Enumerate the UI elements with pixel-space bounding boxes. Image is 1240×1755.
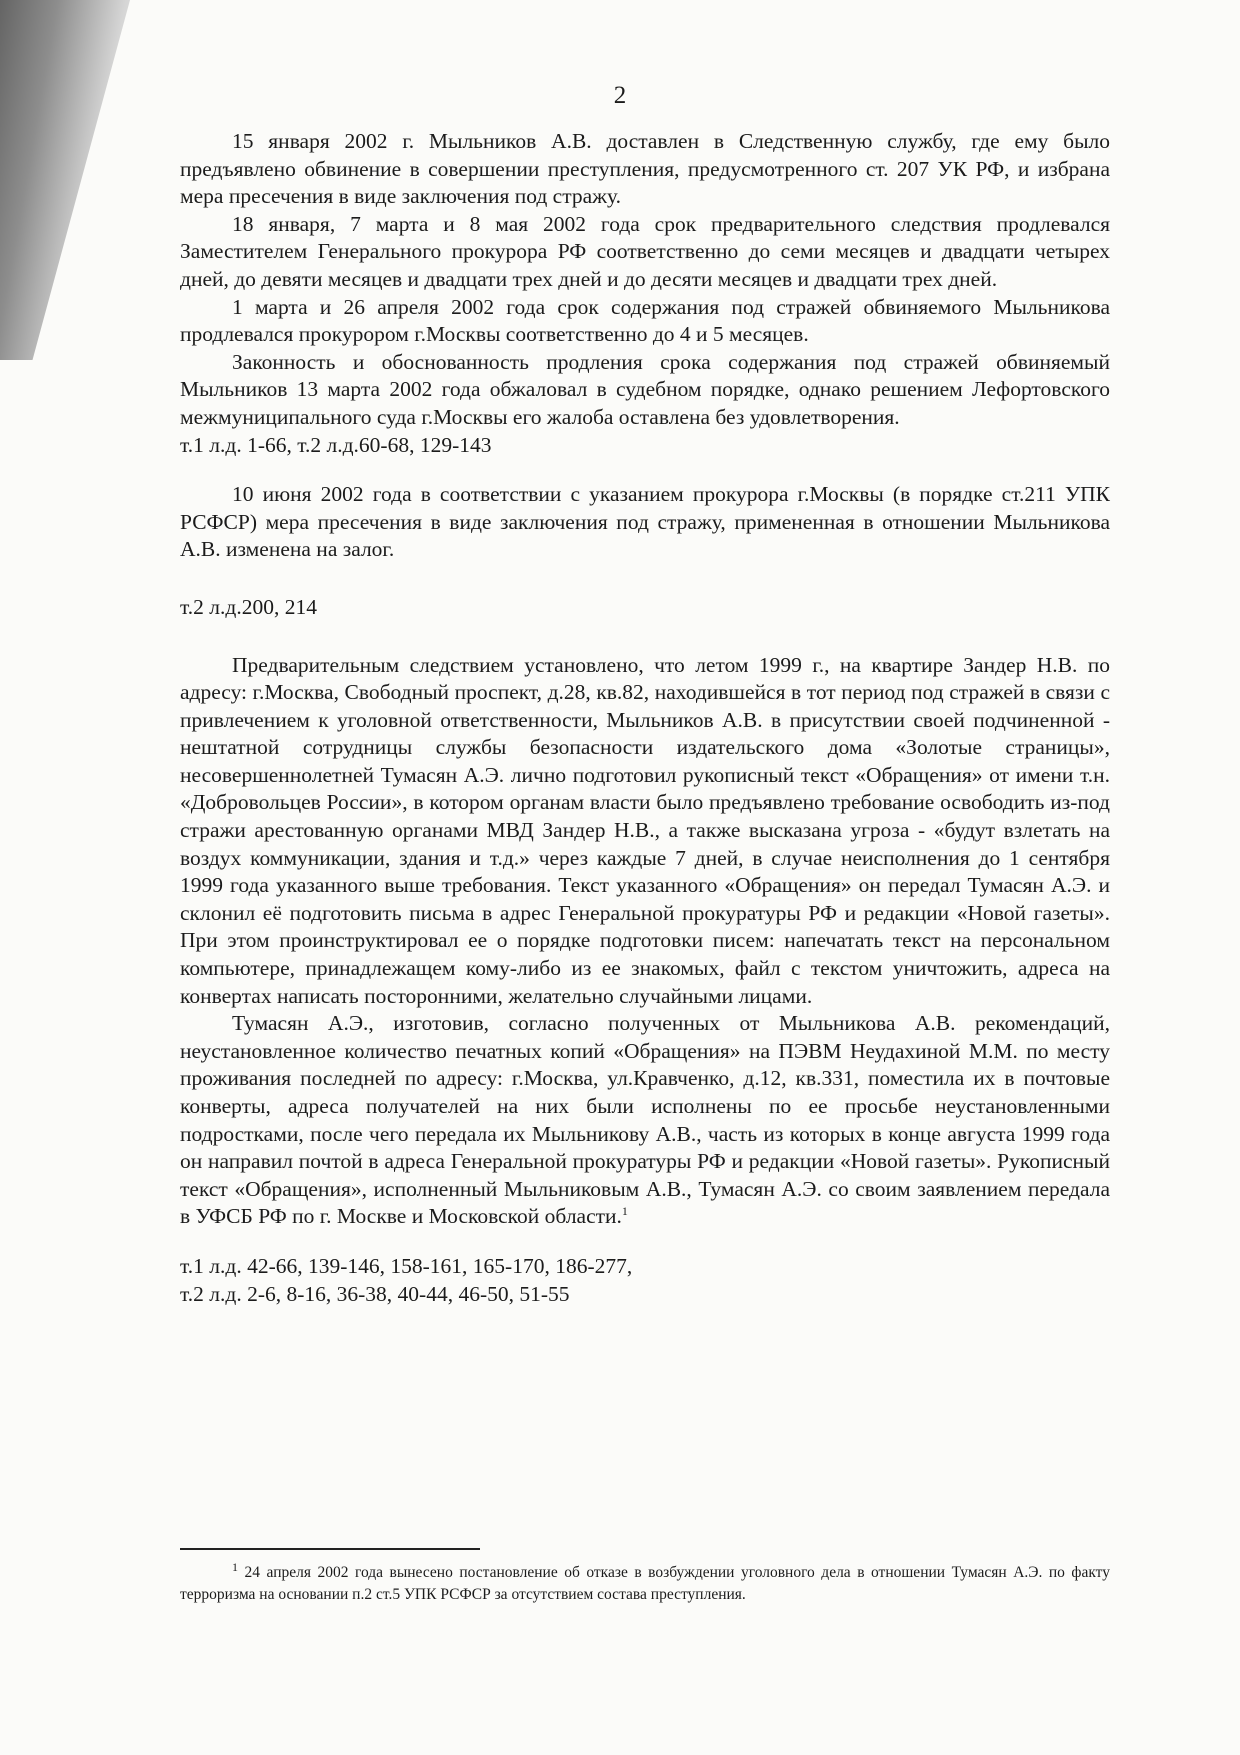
paragraph-bail: 10 июня 2002 года в соответствии с указанием прокурора г.Москвы (в порядке ст.211 УПК РСФСР) мера пресечения в виде заключения под стражу, примененная в отношении Мыльникова А.В. изменена на залог. bbox=[180, 482, 1110, 562]
footnote bbox=[180, 1559, 1111, 1606]
paragraph-letters-text: Тумасян А.Э., изготовив, согласно полученных от Мыльникова А.В. рекомендаций, неустановленное количество печатных копий «Обращения» на ПЭВМ Неудахиной М.М. по месту проживания последней по адресу: г.Москва, ул.Кравченко, д.12, кв.331, поместила их в почтовые конверты, адреса получателей на них были исполнены по ее просьбе неустановленными подростками, после чего передала их Мыльникову А.В., часть из которых в конце августа 1999 года он направил почтой в адреса Генеральной прокуратуры РФ и редакции «Новой газеты». Рукописный текст «Обращения», исполненный Мыльниковым А.В., Тумасян А.Э. со своим заявлением передала в УФСБ РФ по г. Москве и Московской области. bbox=[180, 1011, 1110, 1229]
paragraph-letters bbox=[180, 1010, 1110, 1231]
page-number: 2 bbox=[613, 82, 627, 109]
paragraph-investigation-extension: 18 января, 7 марта и 8 мая 2002 года срок предварительного следствия продлевался Заместителем Генерального прокурора РФ соответственно до семи месяцев и двадцати четырех дней, до девяти месяцев и двадцати трех дней и до десяти месяцев и двадцати трех дней. bbox=[180, 211, 1110, 291]
paragraph-findings: Предварительным следствием установлено, что летом 1999 г., на квартире Зандер Н.В. по адресу: г.Москва, Свободный проспект, д.28, кв.82, находившейся в тот период под стражей в связи с привлечением к уголовной ответственности, Мыльников А.В. в присутствии своей подчиненной - нештатной сотрудницы службы безопасности издательского дома «Золотые страницы», несовершеннолетней Тумасян А.Э. лично подготовил рукописный текст «Обращения» от имени т.н. «Добровольцев России», в котором органам власти было предъявлено требование освободить из-под стражи арестованную органами МВД Зандер Н.В., а также высказана угроза - «будут взлетать на воздух коммуникации, здания и т.д.» через каждые 7 дней, в случае неисполнения до 1 сентября 1999 года указанного выше требования. Текст указанного «Обращения» он передал Тумасян А.Э. и склонил её подготовить письма в адрес Генеральной прокуратуры РФ и редакции «Новой газеты». При этом проинструктировал ее о порядке подготовки писем: напечатать текст на персональном компьютере, принадлежащем кому-либо из ее знакомых, файл с текстом уничтожить, адреса на конвертах написать посторонними, желательно случайными лицами. bbox=[180, 652, 1110, 1008]
footnote-divider bbox=[180, 1548, 480, 1550]
case-file-reference-3-line-1: т.1 л.д. 42-66, 139-146, 158-161, 165-170, 186-277, bbox=[180, 1253, 633, 1278]
paragraph-indictment: 15 января 2002 г. Мыльников А.В. доставлен в Следственную службу, где ему было предъявлено обвинение в совершении преступления, предусмотренного ст. 207 УК РФ, и избрана мера пресечения в виде заключения под стражу. bbox=[180, 129, 1110, 209]
document-body bbox=[180, 128, 1110, 1308]
case-file-reference-2: т.2 л.д.200, 214 bbox=[180, 594, 317, 619]
footnote-number: 1 bbox=[232, 1559, 238, 1574]
case-file-reference-1: т.1 л.д. 1-66, т.2 л.д.60-68, 129-143 bbox=[180, 432, 492, 457]
footnote-text: 24 апреля 2002 года вынесено постановление об отказе в возбуждении уголовного дела в отношении Тумасян А.Э. по факту терроризма на основании п.2 ст.5 УПК РСФСР за отсутствием состава преступления. bbox=[180, 1564, 1111, 1603]
footnote-marker: 1 bbox=[621, 1204, 628, 1219]
paragraph-custody-extension: 1 марта и 26 апреля 2002 года срок содержания под стражей обвиняемого Мыльникова продлевался прокурором г.Москвы соответственно до 4 и 5 месяцев. bbox=[180, 294, 1110, 347]
scan-shadow-edge bbox=[0, 0, 130, 360]
case-file-reference-3-line-2: т.2 л.д. 2-6, 8-16, 36-38, 40-44, 46-50, 51-55 bbox=[180, 1281, 570, 1306]
paragraph-appeal: Законность и обоснованность продления срока содержания под стражей обвиняемый Мыльников 13 марта 2002 года обжаловал в судебном порядке, однако решением Лефортовского межмуниципального суда г.Москвы его жалоба оставлена без удовлетворения. bbox=[180, 349, 1110, 429]
